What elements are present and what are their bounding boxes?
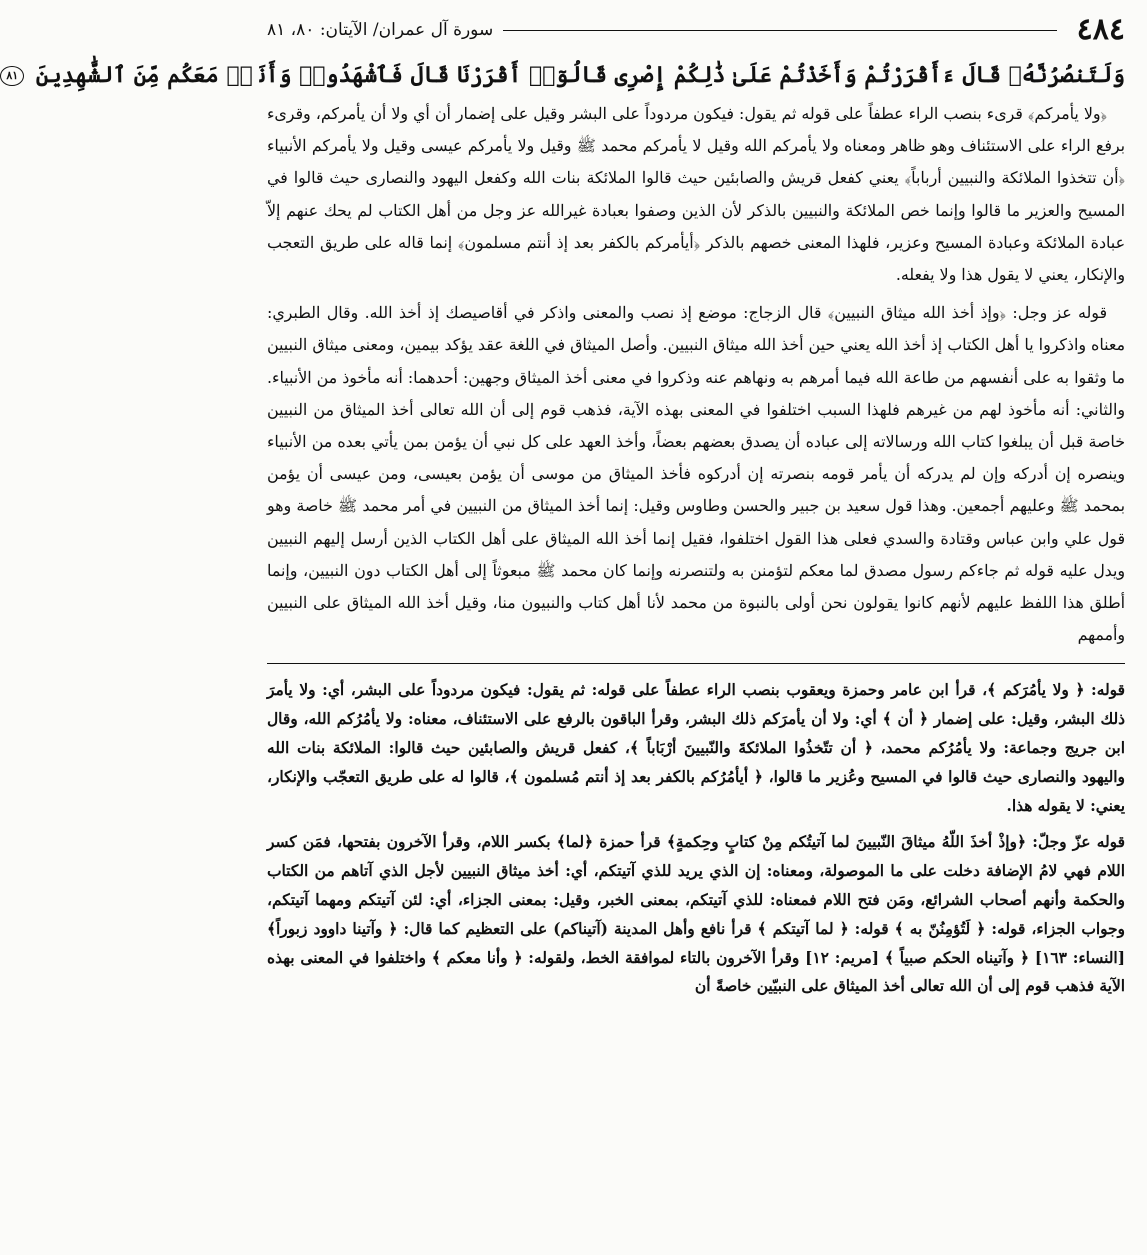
page-header	[267, 10, 1125, 50]
verse-text: وَلَتَنصُرُنَّهُۥ قَالَ ءَأَقْرَرْتُمْ وَأَخَذْتُمْ عَلَىٰ ذَٰلِكُمْ إِصْرِى قَالُوٓا۟ أَقْرَرْنَا قَالَ فَٱشْهَدُوا۟ وَأَنَا۠ مَعَكُم مِّنَ ٱلشَّٰهِدِينَ	[35, 62, 1125, 88]
tafsir-paragraph: ﴿ولا يأمركم﴾ قرىء بنصب الراء عطفاً على قوله ثم يقول: فيكون مردوداً على البشر وقيل على إضمار أن أي ولا أن يأمركم، وقرىء برفع الراء على الاستئناف وهو ظاهر ومعناه ولا يأمركم الله وقيل لا يأمركم محمد ﷺ وقيل ولا يأمركم عيسى وقيل ولا يأمركم الأنبياء ﴿أن تتخذوا الملائكة والنبيين أرباباً﴾ يعني كفعل قريش والصابئين حيث قالوا الملائكة بنات الله وكفعل اليهود والنصارى حيث قالوا في المسيح والعزير ما قالوا وإنما خص الملائكة والنبيين بالذكر لأن الذين وصفوا بعبادة غيرالله عز وجل من أهل الكتاب لم يحك عنهم إلاّ عبادة الملائكة وعبادة المسيح وعزير، فلهذا المعنى خصهم بالذكر ﴿أيأمركم بالكفر بعد إذ أنتم مسلمون﴾ إنما قاله على طريق التعجب والإنكار، يعني لا يقول هذا ولا يفعله.	[267, 103, 1125, 284]
footnote-paragraph: قوله: ﴿ ولا يأمُرَكم ﴾، قرأ ابن عامر وحمزة ويعقوب بنصب الراء عطفاً على قوله: ثم يقول: فيكون مردوداً على البشر، أي: ولا يأمرَ ذلك البشر، وقيل: على إضمار ﴿ أن ﴾ أي: ولا أن يأمرَكم ذلك البشر، وقرأ الباقون بالرفع على الاستئناف، معناه: ولا يأمُرُكم الله، وقال ابن جريج وجماعة: ولا يأمُرُكم محمد، ﴿ أن تتّخذُوا الملائكةَ والنّبيينَ أرْبَاباً ﴾، كفعل قريش والصابئين حيث قالوا: الملائكة بنات الله واليهود والنصارى حيث قالوا في المسيح وعُزير ما قالوا، ﴿ أيأمُرُكم بالكفر بعد إذ أنتم مُسلمون ﴾، قالوا له على طريق التعجّب والإنكار، يعني: لا يقوله هذا.	[267, 681, 1125, 815]
header-rule	[503, 30, 1056, 31]
page-number: ٤٨٤	[1076, 12, 1125, 47]
tafsir-body	[267, 98, 1125, 651]
footnote-separator	[267, 663, 1125, 664]
quran-verse	[6, 60, 1125, 92]
footnote-paragraph: قوله عزّ وجلّ: ﴿وإذْ أخذَ اللّهُ ميثاقَ النّبيينَ لما آتيتُكم مِنْ كتابٍ وحِكمةٍ﴾ قرأ حمزة ﴿لما﴾ بكسر اللام، وقرأ الآخرون بفتحها، فمَن كسر اللام فهي لامُ الإضافة دخلت على ما الموصولة، ومعناه: إن الذي يريد للذي آتيتكم، أي: أخذ ميثاق النبيين لأجل الذي آتاهم من الكتاب والحكمة وأنهم أصحاب الشرائع، ومَن فتح اللام فمعناه: للذي آتيتكم، بمعنى الخبر، وقيل: بمعنى الجزاء، أي: لئن آتيتكم ومهما آتيتكم، وجواب الجزاء، قوله: ﴿ لَتُؤمِنُنّ به ﴾ قوله: ﴿ لما آتيتكم ﴾ قرأ نافع وأهل المدينة (آتيناكم) على التعظيم كما قال: ﴿ وآتينا داوود زبوراً﴾ [النساء: ١٦٣] ﴿ وآتيناه الحكم صبياً ﴾ [مريم: ١٢] وقرأ الآخرون بالتاء لموافقة الخط، ولقوله: ﴿ وأنا معكم ﴾ واختلفوا في المعنى بهذه الآية فذهب قوم إلى أن الله تعالى أخذ الميثاق على النبيّين خاصةً أن	[267, 833, 1125, 996]
page	[6, 10, 1125, 1255]
tafsir-paragraph: قوله عز وجل: ﴿وإذ أخذ الله ميثاق النبيين﴾ قال الزجاج: موضع إذ نصب والمعنى واذكر في أقاصيصك إذ أخذ الله. وقال الطبري: معناه واذكروا يا أهل الكتاب إذ أخذ الله يعني حين أخذ الله ميثاق النبيين. وأصل الميثاق في اللغة عقد يؤكد بيمين، ومعنى ميثاق النبيين ما وثقوا به على أنفسهم من طاعة الله فيما أمرهم به ونهاهم عنه وذكروا في معنى أخذ الميثاق وجهين: أحدهما: أنه مأخوذ من الأنبياء. والثاني: أنه مأخوذ لهم من غيرهم فلهذا السبب اختلفوا في المعنى بهذه الآية، فذهب قوم إلى أن الله تعالى أخذ الميثاق من النبيين خاصة قبل أن يبلغوا كتاب الله ورسالاته إلى عباده أن يصدق بعضهم بعضاً، وأخذ العهد على كل نبي أن يؤمن بمن يأتي بعده من الأنبياء وينصره إن أدركه وإن لم يدركه أن يأمر قومه بنصرته إن أدركوه فأخذ الميثاق من موسى أن يؤمن بعيسى، ومن عيسى أن يؤمن بمحمد ﷺ وعليهم أجمعين. وهذا قول سعيد بن جبير والحسن وطاوس وقيل: إنما أخذ الميثاق من النبيين في أمر محمد ﷺ خاصة وهو قول علي وابن عباس وقتادة والسدي فعلى هذا القول اختلفوا، فقيل إنما أخذ الله الميثاق على أهل الكتاب الذين أرسل إليهم النبيين ويدل عليه قوله ثم جاءكم رسول مصدق لما معكم لتؤمنن به ولتنصرنه وإنما كان محمد ﷺ مبعوثاً إلى أهل الكتاب دون النبيين، وإنما أطلق هذا اللفظ عليهم لأنهم كانوا يقولون نحن أولى بالنبوة من محمد لأنا أهل كتاب والنبيون منا، وقيل أخذ الله الميثاق على النبيين وأممهم	[267, 303, 1125, 645]
surah-reference: سورة آل عمران/ الآيتان: ٨٠، ٨١	[267, 20, 494, 40]
footnotes	[267, 676, 1125, 1001]
verse-number: ٨١	[0, 66, 24, 86]
